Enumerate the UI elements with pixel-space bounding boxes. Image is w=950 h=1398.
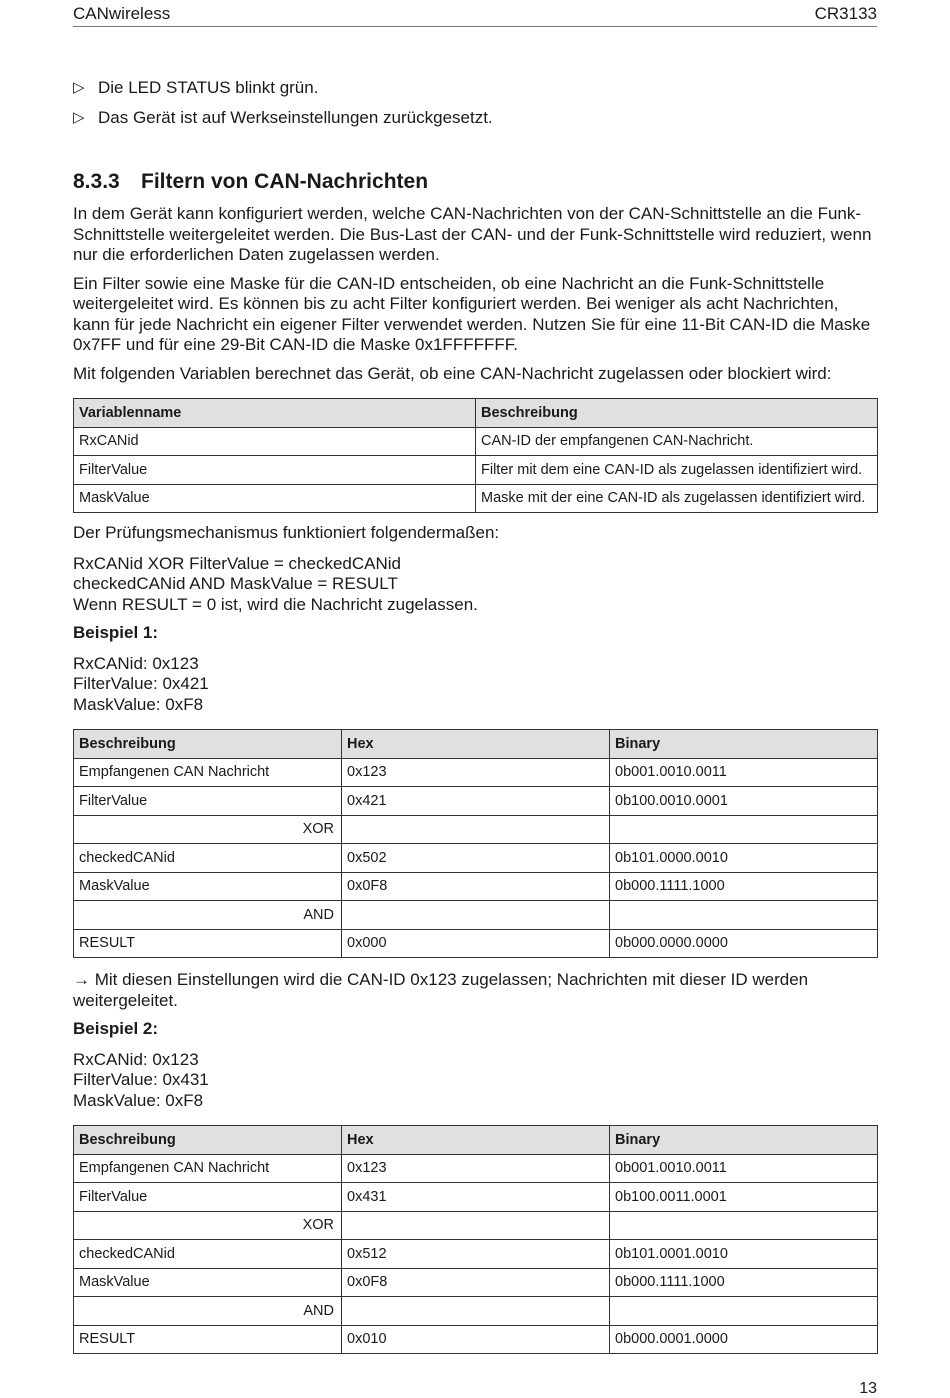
table-cell: 0b100.0010.0001 bbox=[610, 787, 878, 816]
header-product: CANwireless bbox=[73, 4, 171, 23]
table-row bbox=[74, 1154, 878, 1183]
table-row bbox=[74, 456, 878, 485]
table-cell: MaskValue bbox=[74, 484, 476, 513]
table-cell: 0b100.0011.0001 bbox=[610, 1183, 878, 1212]
table-row bbox=[74, 484, 878, 513]
table-row bbox=[74, 1297, 878, 1326]
table-cell: Maske mit der eine CAN-ID als zugelassen identifiziert wird. bbox=[476, 484, 878, 513]
operator-cell: AND bbox=[74, 1297, 342, 1326]
table-cell: 0b000.0000.0000 bbox=[610, 929, 878, 958]
page-content bbox=[73, 76, 878, 1372]
formula-line: RxCANid XOR FilterValue = checkedCANid bbox=[73, 553, 401, 573]
table-row bbox=[74, 1240, 878, 1269]
table-header-row bbox=[74, 1126, 878, 1155]
table-cell: 0b000.1111.1000 bbox=[610, 1268, 878, 1297]
paragraph: Ein Filter sowie eine Maske für die CAN-ID entscheiden, ob eine Nachricht an die Funk-Schnittstelle weitergeleitet wird. Es können bis zu acht Filter konfiguriert werden. Bei weniger als acht Nachrichten, kann für jede Nachricht ein eigener Filter verwendet werden. Nutzen Sie für eine 11-Bit CAN-ID die Maske 0x7FF und für eine 29-Bit CAN-ID die Maske 0x1FFFFFFF. bbox=[73, 273, 871, 354]
example2-table bbox=[73, 1125, 878, 1354]
table-row bbox=[74, 1325, 878, 1354]
column-header: Binary bbox=[610, 730, 878, 759]
page-header bbox=[73, 4, 877, 27]
input-line: RxCANid: 0x123 bbox=[73, 653, 199, 673]
column-header: Beschreibung bbox=[74, 730, 342, 759]
formula-line: Wenn RESULT = 0 ist, wird die Nachricht zugelassen. bbox=[73, 594, 478, 614]
step-text: Die LED STATUS blinkt grün. bbox=[98, 78, 319, 97]
operator-cell: XOR bbox=[74, 1211, 342, 1240]
table-cell bbox=[610, 815, 878, 844]
section-number: 8.3.3 bbox=[73, 170, 120, 193]
table-cell: 0b000.0001.0000 bbox=[610, 1325, 878, 1354]
table-cell bbox=[342, 1211, 610, 1240]
table-cell bbox=[342, 1297, 610, 1326]
result-step bbox=[73, 76, 878, 100]
table-cell: 0x0F8 bbox=[342, 872, 610, 901]
table-cell bbox=[342, 901, 610, 930]
input-line: MaskValue: 0xF8 bbox=[73, 694, 204, 714]
table-row bbox=[74, 758, 878, 787]
table-cell: Empfangenen CAN Nachricht bbox=[74, 1154, 342, 1183]
section-heading bbox=[73, 169, 878, 195]
table-cell: Empfangenen CAN Nachricht bbox=[74, 758, 342, 787]
table-row bbox=[74, 787, 878, 816]
table-cell: RxCANid bbox=[74, 427, 476, 456]
table-cell bbox=[610, 1297, 878, 1326]
table-cell: Filter mit dem eine CAN-ID als zugelassen identifiziert wird. bbox=[476, 456, 878, 485]
table-row bbox=[74, 901, 878, 930]
input-line: FilterValue: 0x421 bbox=[73, 674, 209, 693]
table-cell: 0x431 bbox=[342, 1183, 610, 1212]
table-cell: FilterValue bbox=[74, 456, 476, 485]
operator-cell: XOR bbox=[74, 815, 342, 844]
table-cell bbox=[610, 901, 878, 930]
table-row bbox=[74, 844, 878, 873]
table-cell: 0x010 bbox=[342, 1325, 610, 1354]
table-cell: 0x0F8 bbox=[342, 1268, 610, 1297]
column-header: Variablenname bbox=[74, 399, 476, 428]
column-header: Beschreibung bbox=[74, 1126, 342, 1155]
input-line: FilterValue: 0x431 bbox=[73, 1070, 209, 1089]
table-cell: 0b001.0010.0011 bbox=[610, 758, 878, 787]
example-inputs bbox=[73, 654, 878, 716]
column-header: Binary bbox=[610, 1126, 878, 1155]
column-header: Hex bbox=[342, 1126, 610, 1155]
table-row bbox=[74, 815, 878, 844]
triangle-right-icon: ▷ bbox=[73, 109, 85, 126]
table-cell: FilterValue bbox=[74, 787, 342, 816]
table-row bbox=[74, 872, 878, 901]
table-cell: checkedCANid bbox=[74, 1240, 342, 1269]
table-cell: 0x000 bbox=[342, 929, 610, 958]
table-cell: checkedCANid bbox=[74, 844, 342, 873]
table-row bbox=[74, 427, 878, 456]
table-cell: 0x502 bbox=[342, 844, 610, 873]
result-step bbox=[73, 106, 878, 130]
formula-line: checkedCANid AND MaskValue = RESULT bbox=[73, 574, 398, 593]
example-title: Beispiel 2: bbox=[73, 1019, 159, 1038]
table-cell: 0x123 bbox=[342, 1154, 610, 1183]
table-cell: 0b000.1111.1000 bbox=[610, 872, 878, 901]
input-line: MaskValue: 0xF8 bbox=[73, 1090, 204, 1110]
example-result: → Mit diesen Einstellungen wird die CAN-ID 0x123 zugelassen; Nachrichten mit dieser ID werden weitergeleitet. bbox=[73, 970, 809, 1010]
example-inputs bbox=[73, 1050, 878, 1112]
table-cell: FilterValue bbox=[74, 1183, 342, 1212]
paragraph: Der Prüfungsmechanismus funktioniert folgendermaßen: bbox=[73, 523, 500, 542]
header-article-number: CR3133 bbox=[814, 4, 877, 23]
table-header-row bbox=[74, 399, 878, 428]
table-header-row bbox=[74, 730, 878, 759]
paragraph: In dem Gerät kann konfiguriert werden, welche CAN-Nachrichten von der CAN-Schnittstelle an die Funk-Schnittstelle weitergeleitet werden. Die Bus-Last der CAN- und der Funk-Schnittstelle wird reduziert, wenn nur die erforderlichen Daten zugelassen werden. bbox=[73, 204, 872, 264]
table-row bbox=[74, 1268, 878, 1297]
formula-block bbox=[73, 554, 878, 616]
example-title: Beispiel 1: bbox=[73, 623, 159, 642]
table-cell bbox=[610, 1211, 878, 1240]
table-cell: 0x421 bbox=[342, 787, 610, 816]
table-cell: CAN-ID der empfangenen CAN-Nachricht. bbox=[476, 427, 878, 456]
table-cell: 0b001.0010.0011 bbox=[610, 1154, 878, 1183]
operator-cell: AND bbox=[74, 901, 342, 930]
variables-table bbox=[73, 398, 878, 513]
table-cell: 0x123 bbox=[342, 758, 610, 787]
example1-table bbox=[73, 729, 878, 958]
table-row bbox=[74, 1211, 878, 1240]
table-cell: 0b101.0000.0010 bbox=[610, 844, 878, 873]
input-line: RxCANid: 0x123 bbox=[73, 1049, 199, 1069]
table-cell bbox=[342, 815, 610, 844]
column-header: Hex bbox=[342, 730, 610, 759]
paragraph: Mit folgenden Variablen berechnet das Gerät, ob eine CAN-Nachricht zugelassen oder blockiert wird: bbox=[73, 363, 832, 383]
triangle-right-icon: ▷ bbox=[73, 79, 85, 96]
table-row bbox=[74, 1183, 878, 1212]
page-number: 13 bbox=[859, 1380, 877, 1397]
table-cell: RESULT bbox=[74, 929, 342, 958]
table-cell: RESULT bbox=[74, 1325, 342, 1354]
step-text: Das Gerät ist auf Werkseinstellungen zurückgesetzt. bbox=[98, 108, 493, 127]
table-cell: 0x512 bbox=[342, 1240, 610, 1269]
table-row bbox=[74, 929, 878, 958]
table-cell: MaskValue bbox=[74, 1268, 342, 1297]
section-title: Filtern von CAN-Nachrichten bbox=[141, 170, 429, 193]
table-cell: MaskValue bbox=[74, 872, 342, 901]
table-cell: 0b101.0001.0010 bbox=[610, 1240, 878, 1269]
column-header: Beschreibung bbox=[476, 399, 878, 428]
